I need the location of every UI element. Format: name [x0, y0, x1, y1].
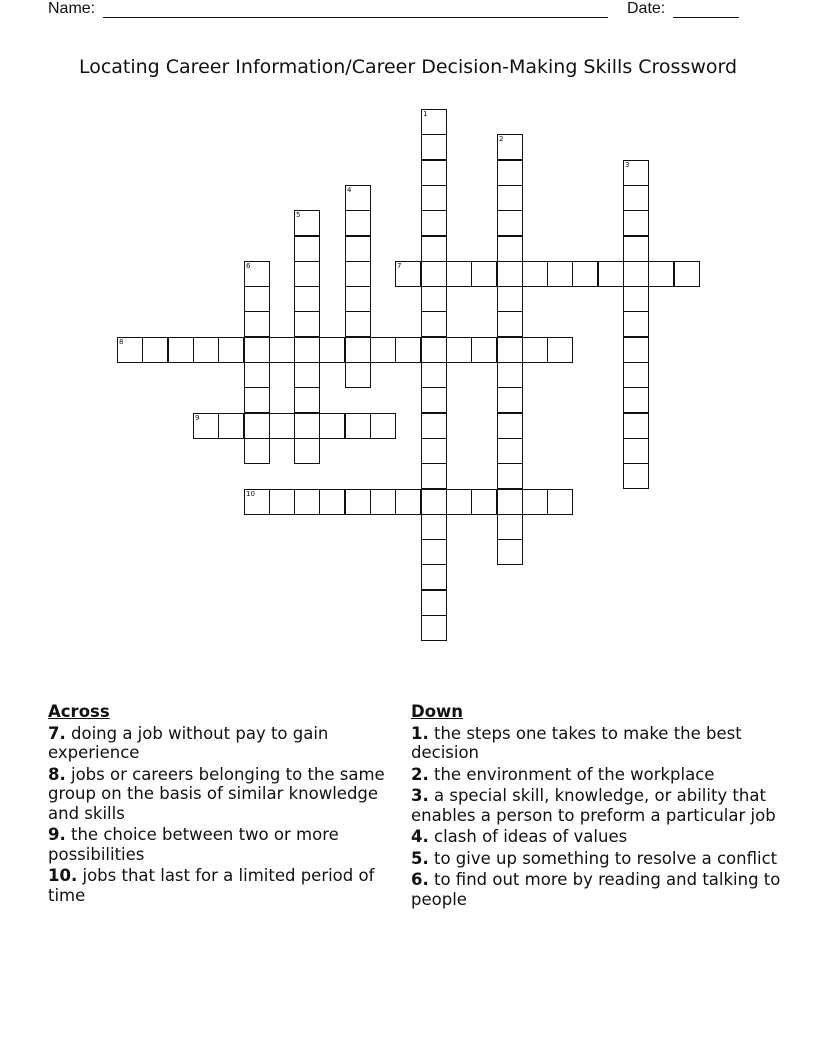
grid-cell[interactable]	[623, 185, 649, 211]
across-heading: Across	[48, 702, 110, 721]
grid-cell[interactable]	[294, 387, 320, 413]
grid-cell[interactable]	[421, 311, 447, 337]
grid-cell[interactable]	[497, 286, 523, 312]
grid-cell[interactable]	[497, 311, 523, 337]
grid-cell[interactable]	[623, 236, 649, 262]
grid-cell[interactable]	[497, 514, 523, 540]
grid-cell[interactable]	[623, 438, 649, 464]
grid-cell[interactable]	[572, 261, 598, 287]
down-heading: Down	[411, 702, 464, 721]
grid-cell[interactable]	[421, 261, 447, 287]
grid-cell[interactable]	[345, 261, 371, 287]
cell-number: 2	[499, 135, 504, 143]
grid-cell[interactable]	[421, 539, 447, 565]
clue-number: 5.	[411, 848, 429, 868]
clue-text: the choice between two or more possibilities	[48, 825, 339, 864]
clue-number: 9.	[48, 825, 66, 844]
grid-cell[interactable]	[294, 337, 320, 363]
grid-cell[interactable]	[497, 337, 523, 363]
grid-cell[interactable]	[244, 489, 270, 515]
name-label: Name:	[48, 0, 96, 17]
grid-cell[interactable]	[294, 210, 320, 236]
grid-cell[interactable]	[497, 185, 523, 211]
grid-cell[interactable]	[345, 413, 371, 439]
grid-cell[interactable]	[446, 337, 472, 363]
grid-cell[interactable]	[345, 489, 371, 515]
clue-down-6	[411, 870, 781, 909]
grid-cell[interactable]	[522, 489, 548, 515]
clue-down-5	[411, 849, 781, 869]
clue-number: 1.	[411, 723, 429, 743]
grid-cell[interactable]	[244, 413, 270, 439]
grid-cell[interactable]	[648, 261, 674, 287]
cell-number: 7	[397, 262, 402, 270]
grid-cell[interactable]	[623, 413, 649, 439]
grid-cell[interactable]	[623, 362, 649, 388]
grid-cell[interactable]	[370, 337, 396, 363]
grid-cell[interactable]	[244, 362, 270, 388]
grid-cell[interactable]	[421, 514, 447, 540]
grid-cell[interactable]	[421, 413, 447, 439]
clue-text: clash of ideas of values	[434, 827, 628, 846]
grid-cell[interactable]	[218, 337, 244, 363]
clue-number: 3.	[411, 786, 429, 805]
grid-cell[interactable]	[345, 337, 371, 363]
grid-cell[interactable]	[294, 236, 320, 262]
grid-cell[interactable]	[497, 236, 523, 262]
grid-cell[interactable]	[218, 413, 244, 439]
grid-cell[interactable]	[244, 311, 270, 337]
grid-cell[interactable]	[345, 236, 371, 262]
grid-cell[interactable]	[623, 463, 649, 489]
grid-cell[interactable]	[497, 261, 523, 287]
grid-cell[interactable]	[623, 311, 649, 337]
grid-cell[interactable]	[421, 615, 447, 641]
cell-number: 6	[246, 262, 251, 270]
grid-cell[interactable]	[244, 337, 270, 363]
grid-cell[interactable]	[193, 337, 219, 363]
grid-cell[interactable]	[244, 261, 270, 287]
grid-cell[interactable]	[421, 438, 447, 464]
clue-text: doing a job without pay to gain experience	[48, 723, 329, 762]
grid-cell[interactable]	[421, 160, 447, 186]
grid-cell[interactable]	[294, 413, 320, 439]
clue-number: 6.	[411, 870, 429, 889]
cell-number: 9	[195, 414, 200, 422]
grid-cell[interactable]	[598, 261, 624, 287]
grid-cell[interactable]	[319, 489, 345, 515]
grid-cell[interactable]	[623, 160, 649, 186]
grid-cell[interactable]	[319, 337, 345, 363]
page-title: Locating Career Information/Career Decision-Making Skills Crossword	[78, 56, 738, 78]
grid-cell[interactable]	[421, 362, 447, 388]
grid-cell[interactable]	[522, 337, 548, 363]
grid-cell[interactable]	[421, 590, 447, 616]
grid-cell[interactable]	[421, 134, 447, 160]
clue-across-10	[48, 866, 393, 905]
grid-cell[interactable]	[345, 210, 371, 236]
clue-text: to find out more by reading and talking to people	[411, 870, 781, 909]
grid-cell[interactable]	[497, 387, 523, 413]
clue-down-2	[411, 765, 781, 785]
grid-cell[interactable]	[269, 413, 295, 439]
grid-cell[interactable]	[471, 489, 497, 515]
clue-number: 4.	[411, 827, 429, 846]
grid-cell[interactable]	[345, 185, 371, 211]
grid-cell[interactable]	[345, 311, 371, 337]
clue-across-7	[48, 724, 393, 763]
grid-cell[interactable]	[522, 261, 548, 287]
cell-number: 8	[119, 338, 124, 346]
date-label: Date:	[627, 0, 666, 17]
grid-cell[interactable]	[142, 337, 168, 363]
grid-cell[interactable]	[446, 489, 472, 515]
clue-down-4	[411, 827, 781, 847]
grid-cell[interactable]	[674, 261, 700, 287]
grid-cell[interactable]	[421, 109, 447, 135]
clue-text: jobs that last for a limited period of time	[48, 866, 375, 905]
grid-cell[interactable]	[471, 337, 497, 363]
grid-cell[interactable]	[421, 210, 447, 236]
grid-cell[interactable]	[446, 261, 472, 287]
grid-cell[interactable]	[168, 337, 194, 363]
grid-cell[interactable]	[623, 210, 649, 236]
grid-cell[interactable]	[497, 413, 523, 439]
grid-cell[interactable]	[244, 438, 270, 464]
grid-cell[interactable]	[370, 413, 396, 439]
clue-number: 10.	[48, 866, 78, 885]
clue-text: the environment of the workplace	[434, 764, 715, 784]
grid-cell[interactable]	[294, 362, 320, 388]
grid-cell[interactable]	[294, 311, 320, 337]
cell-number: 5	[296, 211, 301, 219]
grid-cell[interactable]	[623, 387, 649, 413]
grid-cell[interactable]	[370, 489, 396, 515]
clue-text: a special skill, knowledge, or ability that enables a person to preform a particular job	[411, 786, 776, 825]
grid-cell[interactable]	[497, 134, 523, 160]
grid-cell[interactable]	[117, 337, 143, 363]
grid-cell[interactable]	[421, 564, 447, 590]
grid-cell[interactable]	[623, 286, 649, 312]
clue-number: 7.	[48, 723, 66, 743]
clue-number: 2.	[411, 764, 429, 784]
clue-text: to give up something to resolve a conflict	[434, 848, 778, 868]
grid-cell[interactable]	[421, 489, 447, 515]
cell-number: 1	[423, 110, 428, 118]
grid-cell[interactable]	[421, 286, 447, 312]
clue-across-8	[48, 765, 393, 824]
grid-cell[interactable]	[345, 286, 371, 312]
grid-cell[interactable]	[421, 236, 447, 262]
grid-cell[interactable]	[497, 539, 523, 565]
grid-cell[interactable]	[547, 489, 573, 515]
grid-cell[interactable]	[294, 261, 320, 287]
grid-cell[interactable]	[547, 261, 573, 287]
grid-cell[interactable]	[421, 337, 447, 363]
cell-number: 4	[347, 186, 352, 194]
grid-cell[interactable]	[421, 387, 447, 413]
grid-cell[interactable]	[193, 413, 219, 439]
clue-text: jobs or careers belonging to the same group on the basis of similar knowledge and skills	[48, 764, 385, 823]
grid-cell[interactable]	[244, 286, 270, 312]
clue-down-1	[411, 724, 781, 763]
grid-cell[interactable]	[547, 337, 573, 363]
grid-cell[interactable]	[345, 362, 371, 388]
grid-cell[interactable]	[497, 160, 523, 186]
clue-down-3	[411, 786, 781, 825]
grid-cell[interactable]	[497, 210, 523, 236]
clue-text: the steps one takes to make the best decision	[411, 723, 742, 762]
grid-cell[interactable]	[497, 438, 523, 464]
grid-cell[interactable]	[421, 463, 447, 489]
across-clues	[48, 702, 393, 907]
clue-across-9	[48, 825, 393, 864]
grid-cell[interactable]	[497, 362, 523, 388]
grid-cell[interactable]	[623, 337, 649, 363]
grid-cell[interactable]	[395, 261, 421, 287]
clue-number: 8.	[48, 764, 66, 784]
grid-cell[interactable]	[497, 489, 523, 515]
grid-cell[interactable]	[294, 438, 320, 464]
grid-cell[interactable]	[269, 337, 295, 363]
grid-cell[interactable]	[269, 489, 295, 515]
grid-cell[interactable]	[395, 337, 421, 363]
grid-cell[interactable]	[294, 489, 320, 515]
cell-number: 3	[625, 161, 630, 169]
grid-cell[interactable]	[623, 261, 649, 287]
grid-cell[interactable]	[294, 286, 320, 312]
grid-cell[interactable]	[319, 413, 345, 439]
grid-cell[interactable]	[471, 261, 497, 287]
grid-cell[interactable]	[395, 489, 421, 515]
down-clues	[411, 702, 781, 911]
grid-cell[interactable]	[497, 463, 523, 489]
cell-number: 10	[246, 490, 255, 498]
grid-cell[interactable]	[421, 185, 447, 211]
grid-cell[interactable]	[244, 387, 270, 413]
